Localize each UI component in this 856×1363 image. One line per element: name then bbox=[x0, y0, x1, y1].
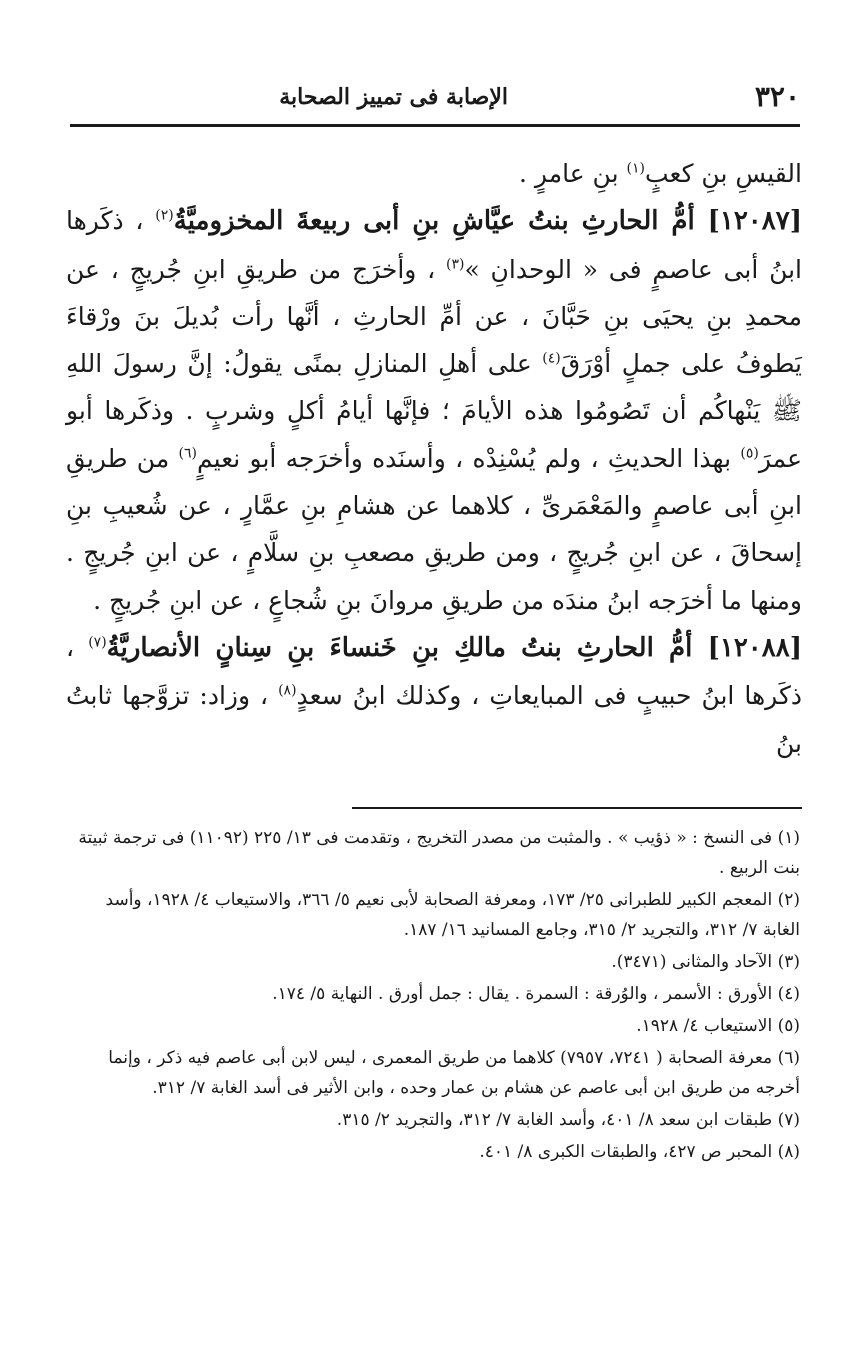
footnotes bbox=[70, 823, 800, 1169]
footnote bbox=[70, 1105, 800, 1135]
footnote-number: (١) bbox=[772, 828, 800, 848]
entry-heading: [١٢٠٨٨] أمُّ الحارثِ بنتُ مالكِ بنِ خَنساءَ بنِ سِنانٍ الأنصاريَّةُ bbox=[106, 632, 803, 663]
footnote bbox=[70, 1137, 800, 1167]
entry-heading: [١٢٠٨٧] أمُّ الحارثِ بنتُ عيَّاشِ بنِ أبى ربيعةَ المخزوميَّةُ bbox=[173, 206, 803, 237]
text-run: ، وزاد: تزوَّجها ثابتُ بنُ bbox=[66, 681, 802, 758]
footnote-number: (٦) bbox=[772, 1048, 800, 1068]
footnote-reference: (٥) bbox=[740, 445, 759, 462]
running-title: الإصابة فى تمييز الصحابة bbox=[279, 84, 508, 110]
footnote-reference: (١) bbox=[626, 160, 645, 177]
footnote-text: طبقات ابن سعد ٨/ ٤٠١، وأسد الغابة ٧/ ٣١٢، والتجريد ٢/ ٣١٥. bbox=[336, 1110, 773, 1130]
biography-entry bbox=[66, 197, 802, 624]
text-run: بنِ عامرٍ . bbox=[519, 159, 627, 188]
biography-entry bbox=[66, 624, 802, 767]
footnote bbox=[70, 947, 800, 977]
footnote bbox=[70, 1011, 800, 1041]
footnote-reference: (٢) bbox=[155, 207, 174, 224]
footnote-text: الاستيعاب ٤/ ١٩٢٨. bbox=[636, 1016, 773, 1036]
footnote bbox=[70, 885, 800, 945]
page-header bbox=[70, 80, 800, 120]
text-run: ، وأخرَج من طريقِ ابنِ جُريجٍ ، عن محمدِ بنِ يحيَى بنِ حَبَّانَ ، عن أمِّ الحارثِ ، أنَّها رأت بُديلَ بنَ ورْقاءَ يَطوفُ على جملٍ أوْرَقَ bbox=[66, 254, 802, 379]
footnote-reference: (٣) bbox=[446, 256, 465, 273]
footnote-text: الآحاد والمثانى (٣٤٧١). bbox=[611, 952, 773, 972]
footnote-text: فى النسخ : « ذؤيب » . والمثبت من مصدر التخريج ، وتقدمت فى ١٣/ ٢٢٥ (١١٠٩٢) فى ترجمة ثبيتة بنت الربيع . bbox=[78, 828, 800, 878]
footnote bbox=[70, 979, 800, 1009]
footnote-number: (٤) bbox=[772, 984, 800, 1004]
page-number: ٣٢٠ bbox=[754, 80, 800, 113]
footnote bbox=[70, 823, 800, 883]
footnote-number: (٧) bbox=[772, 1110, 800, 1130]
text-run: بهذا الحديثِ ، ولم يُسْنِدْه ، وأسنَده وأخرَجه أبو نعيمٍ bbox=[197, 443, 741, 473]
footnote-number: (٣) bbox=[772, 952, 800, 972]
footnote bbox=[70, 1043, 800, 1103]
body-paragraph bbox=[66, 150, 802, 197]
text-run: على أهلِ المنازلِ بمنًى يقولُ: إنَّ رسولَ اللهِ ﷺ يَنْهاكُم أن تَصُومُوا هذه الأيامَ ؛ فإنَّها أيامُ أكلٍ وشربٍ . وذكَرها أبو عمرَ bbox=[66, 349, 802, 473]
main-text bbox=[66, 150, 802, 767]
footnote-text: المعجم الكبير للطبرانى ٢٥/ ١٧٣، ومعرفة الصحابة لأبى نعيم ٥/ ٣٦٦، والاستيعاب ٤/ ١٩٢٨، وأسد الغابة ٧/ ٣١٢، والتجريد ٢/ ٣١٥، وجامع المسانيد ١٦/ ١٨٧. bbox=[105, 890, 800, 940]
footnote-text: الأورق : الأسمر ، والوُرقة : السمرة . يقال : جمل أورق . النهاية ٥/ ١٧٤. bbox=[272, 984, 773, 1004]
header-rule bbox=[70, 124, 800, 127]
footnote-reference: (٧) bbox=[88, 634, 107, 651]
footnote-number: (٨) bbox=[772, 1142, 800, 1162]
footnote-number: (٢) bbox=[772, 890, 800, 910]
text-run: ، ذكَرها ابنُ حبيبٍ فى المبايعاتِ ، وكذلك ابنُ سعدٍ bbox=[66, 632, 802, 711]
text-run: القيسِ بنِ كعبٍ bbox=[644, 159, 802, 188]
footnote-reference: (٦) bbox=[178, 445, 198, 462]
text-run: من طريقِ ابنِ أبى عاصمٍ والمَعْمَرىِّ ، كلاهما عن هشامِ بنِ عمَّارٍ ، عن شُعيبِ بنِ إسحاقَ ، عن ابنِ جُريجٍ ، ومن طريقِ مصعبِ بنِ سلَّامٍ ، عن ابنِ جُريجٍ . ومنها ما أخرَجه ابنُ مندَه من طريقِ مروانَ بنِ شُجاعٍ ، عن ابنِ جُريجٍ . bbox=[66, 443, 802, 615]
text-run: ، ذكَرها ابنُ أبى عاصمٍ فى « الوحدانِ » bbox=[66, 206, 803, 284]
footnote-reference: (٤) bbox=[542, 350, 561, 367]
footnote-separator bbox=[352, 807, 802, 809]
footnote-text: معرفة الصحابة ( ٧٢٤١، ٧٩٥٧) كلاهما من طريق المعمرى ، ليس لابن أبى عاصم فيه ذكر ، وإنما أخرجه من طريق ابن أبى عاصم عن هشام بن عمار وحده ، وابن الأثير فى أسد الغابة ٧/ ٣١٢. bbox=[108, 1048, 800, 1098]
footnote-text: المحبر ص ٤٢٧، والطبقات الكبرى ٨/ ٤٠١. bbox=[479, 1142, 773, 1162]
footnote-number: (٥) bbox=[772, 1016, 800, 1036]
footnote-reference: (٨) bbox=[278, 682, 297, 699]
